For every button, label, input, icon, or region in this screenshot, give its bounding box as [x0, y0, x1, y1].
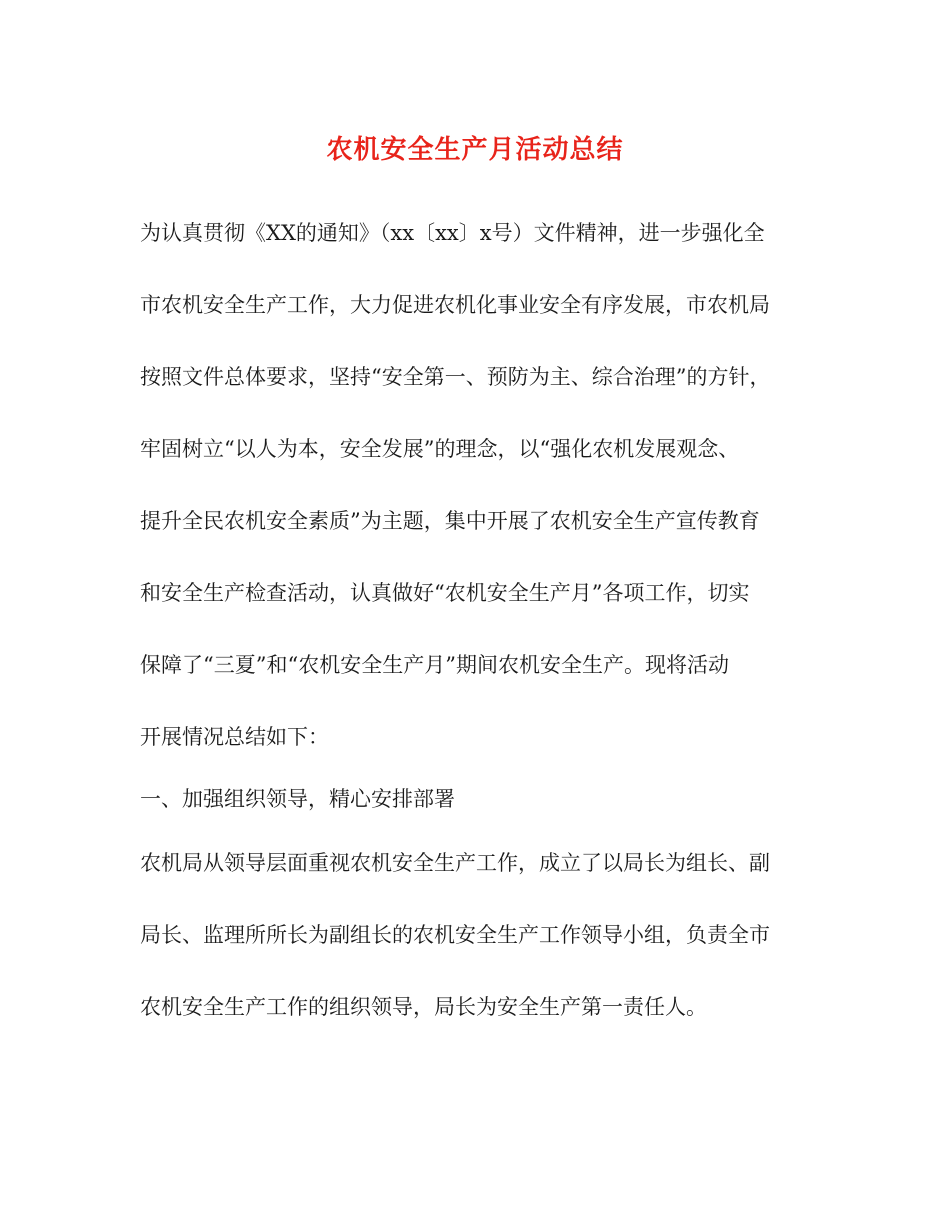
document-title: 农机安全生产月活动总结	[326, 135, 624, 165]
paragraph-line: 牢固树立“以人为本，安全发展”的理念，以“强化农机发展观念、	[140, 437, 740, 461]
paragraph-line: 提升全民农机安全素质”为主题，集中开展了农机安全生产宣传教育	[140, 509, 760, 533]
paragraph-line: 和安全生产检查活动，认真做好“农机安全生产月”各项工作，切实	[140, 581, 750, 605]
paragraph-line: 局长、监理所所长为副组长的农机安全生产工作领导小组，负责全市	[140, 923, 770, 947]
paragraph-line: 保障了“三夏”和“农机安全生产月”期间农机安全生产。现将活动	[140, 653, 729, 677]
paragraph-line: 市农机安全生产工作，大力促进农机化事业安全有序发展，市农机局	[140, 293, 770, 317]
paragraph-line: 农机局从领导层面重视农机安全生产工作，成立了以局长为组长、副	[140, 851, 770, 875]
paragraph-line: 农机安全生产工作的组织领导，局长为安全生产第一责任人。	[140, 995, 707, 1019]
section-heading: 一、加强组织领导，精心安排部署	[140, 787, 455, 811]
paragraph-line: 为认真贯彻《XX的通知》（xx〔xx〕x号）文件精神，进一步强化全	[140, 221, 765, 245]
paragraph-line: 按照文件总体要求，坚持“安全第一、预防为主、综合治理”的方针，	[140, 365, 771, 389]
paragraph-line: 开展情况总结如下：	[140, 725, 329, 749]
